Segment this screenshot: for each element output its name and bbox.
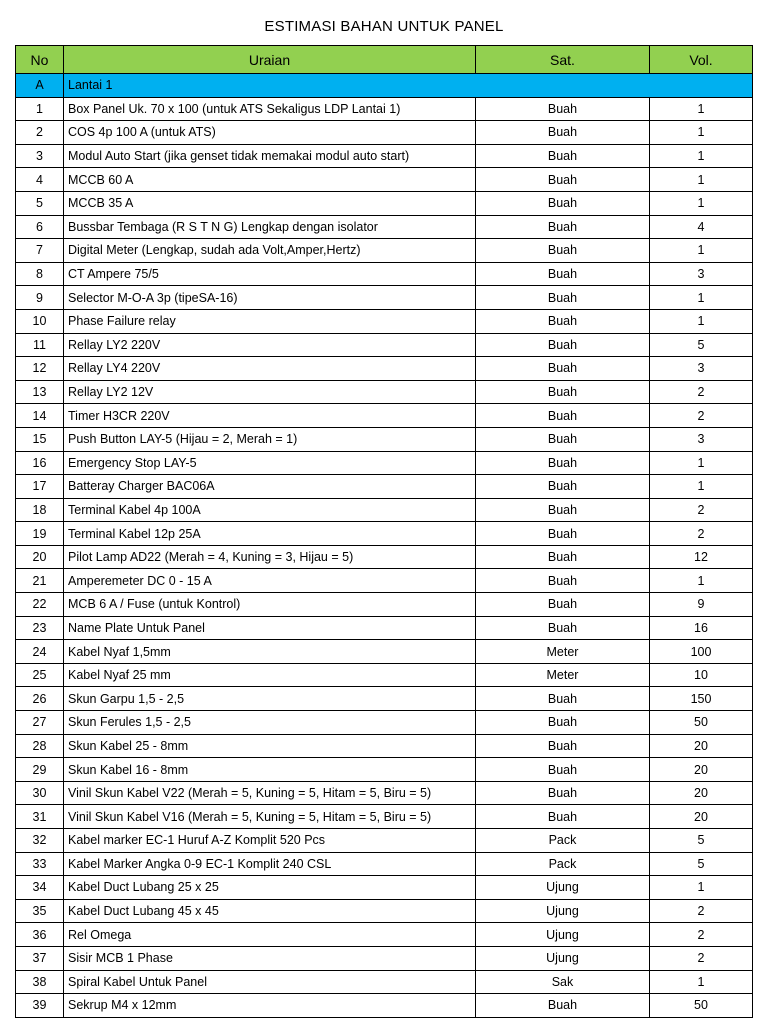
cell-uraian: CT Ampere 75/5 (64, 262, 476, 286)
cell-sat: Pack (476, 852, 650, 876)
cell-sat: Buah (476, 781, 650, 805)
cell-vol: 1 (650, 475, 753, 499)
cell-no: 38 (16, 970, 64, 994)
table-header-row (16, 46, 753, 74)
material-table (15, 45, 753, 1018)
table-row (16, 687, 753, 711)
table-row (16, 829, 753, 853)
cell-no: 22 (16, 593, 64, 617)
cell-uraian: Batteray Charger BAC06A (64, 475, 476, 499)
cell-uraian: Sisir MCB 1 Phase (64, 946, 476, 970)
table-row (16, 239, 753, 263)
cell-no: 23 (16, 616, 64, 640)
table-row (16, 427, 753, 451)
table-row (16, 616, 753, 640)
cell-uraian: Phase Failure relay (64, 309, 476, 333)
table-row (16, 852, 753, 876)
cell-vol: 2 (650, 404, 753, 428)
cell-vol: 2 (650, 946, 753, 970)
cell-uraian: Vinil Skun Kabel V22 (Merah = 5, Kuning = 5, Hitam = 5, Biru = 5) (64, 781, 476, 805)
cell-vol: 5 (650, 333, 753, 357)
cell-vol: 12 (650, 545, 753, 569)
cell-uraian: Skun Ferules 1,5 - 2,5 (64, 711, 476, 735)
cell-sat: Buah (476, 569, 650, 593)
cell-vol: 100 (650, 640, 753, 664)
cell-no: 20 (16, 545, 64, 569)
cell-no: 3 (16, 144, 64, 168)
cell-uraian: Bussbar Tembaga (R S T N G) Lengkap dengan isolator (64, 215, 476, 239)
cell-vol: 1 (650, 970, 753, 994)
table-row (16, 970, 753, 994)
cell-uraian: Sekrup M4 x 12mm (64, 994, 476, 1018)
cell-sat: Buah (476, 427, 650, 451)
cell-vol: 10 (650, 663, 753, 687)
cell-no: 10 (16, 309, 64, 333)
table-row (16, 522, 753, 546)
cell-vol: 20 (650, 734, 753, 758)
cell-uraian: Push Button LAY-5 (Hijau = 2, Merah = 1) (64, 427, 476, 451)
cell-uraian: Kabel Nyaf 1,5mm (64, 640, 476, 664)
cell-uraian: Rellay LY2 12V (64, 380, 476, 404)
cell-no: 5 (16, 191, 64, 215)
cell-sat: Buah (476, 144, 650, 168)
cell-vol: 9 (650, 593, 753, 617)
cell-uraian: Rellay LY4 220V (64, 357, 476, 381)
cell-no: 19 (16, 522, 64, 546)
cell-vol: 1 (650, 168, 753, 192)
cell-sat: Sak (476, 970, 650, 994)
table-row (16, 498, 753, 522)
cell-sat: Meter (476, 663, 650, 687)
cell-no: 12 (16, 357, 64, 381)
table-row (16, 781, 753, 805)
cell-sat: Buah (476, 286, 650, 310)
cell-no: 11 (16, 333, 64, 357)
cell-no: 27 (16, 711, 64, 735)
cell-no: 1 (16, 97, 64, 121)
cell-no: 33 (16, 852, 64, 876)
cell-sat: Buah (476, 616, 650, 640)
cell-vol: 50 (650, 994, 753, 1018)
cell-uraian: Skun Kabel 16 - 8mm (64, 758, 476, 782)
table-row (16, 640, 753, 664)
cell-sat: Buah (476, 498, 650, 522)
cell-vol: 1 (650, 451, 753, 475)
cell-sat: Buah (476, 758, 650, 782)
cell-sat: Buah (476, 687, 650, 711)
column-header-no: No (16, 46, 64, 74)
column-header-uraian: Uraian (64, 46, 476, 74)
cell-no: 32 (16, 829, 64, 853)
cell-no: 31 (16, 805, 64, 829)
cell-no: 36 (16, 923, 64, 947)
cell-no: 4 (16, 168, 64, 192)
table-row (16, 404, 753, 428)
cell-uraian: Kabel Duct Lubang 45 x 45 (64, 899, 476, 923)
cell-sat: Ujung (476, 923, 650, 947)
cell-no: 34 (16, 876, 64, 900)
section-label: Lantai 1 (64, 74, 753, 98)
cell-vol: 5 (650, 852, 753, 876)
table-row (16, 309, 753, 333)
cell-no: 25 (16, 663, 64, 687)
table-row (16, 215, 753, 239)
cell-uraian: Rellay LY2 220V (64, 333, 476, 357)
cell-no: 28 (16, 734, 64, 758)
cell-no: 16 (16, 451, 64, 475)
cell-sat: Buah (476, 262, 650, 286)
cell-uraian: Pilot Lamp AD22 (Merah = 4, Kuning = 3, Hijau = 5) (64, 545, 476, 569)
table-row (16, 899, 753, 923)
cell-no: 30 (16, 781, 64, 805)
cell-uraian: Terminal Kabel 12p 25A (64, 522, 476, 546)
cell-uraian: Amperemeter DC 0 - 15 A (64, 569, 476, 593)
table-row (16, 545, 753, 569)
cell-no: 13 (16, 380, 64, 404)
cell-vol: 50 (650, 711, 753, 735)
table-row (16, 593, 753, 617)
column-header-vol: Vol. (650, 46, 753, 74)
cell-vol: 1 (650, 569, 753, 593)
cell-sat: Ujung (476, 946, 650, 970)
cell-vol: 1 (650, 239, 753, 263)
table-row (16, 923, 753, 947)
table-row (16, 144, 753, 168)
table-row (16, 663, 753, 687)
cell-vol: 2 (650, 899, 753, 923)
cell-vol: 1 (650, 121, 753, 145)
cell-no: 26 (16, 687, 64, 711)
cell-no: 24 (16, 640, 64, 664)
cell-vol: 1 (650, 876, 753, 900)
cell-no: 9 (16, 286, 64, 310)
cell-vol: 20 (650, 805, 753, 829)
cell-sat: Buah (476, 333, 650, 357)
section-row (16, 74, 753, 98)
table-row (16, 475, 753, 499)
cell-vol: 2 (650, 498, 753, 522)
cell-no: 35 (16, 899, 64, 923)
cell-vol: 20 (650, 758, 753, 782)
cell-uraian: Kabel Marker Angka 0-9 EC-1 Komplit 240 CSL (64, 852, 476, 876)
cell-no: 8 (16, 262, 64, 286)
cell-sat: Buah (476, 380, 650, 404)
cell-sat: Buah (476, 451, 650, 475)
cell-vol: 2 (650, 380, 753, 404)
cell-no: 29 (16, 758, 64, 782)
cell-sat: Buah (476, 239, 650, 263)
column-header-sat: Sat. (476, 46, 650, 74)
table-row (16, 734, 753, 758)
table-row (16, 946, 753, 970)
table-row (16, 994, 753, 1018)
cell-sat: Buah (476, 805, 650, 829)
cell-vol: 1 (650, 191, 753, 215)
cell-vol: 1 (650, 309, 753, 333)
table-row (16, 569, 753, 593)
cell-uraian: Spiral Kabel Untuk Panel (64, 970, 476, 994)
cell-no: 14 (16, 404, 64, 428)
cell-sat: Pack (476, 829, 650, 853)
cell-uraian: MCCB 60 A (64, 168, 476, 192)
table-row (16, 451, 753, 475)
table-row (16, 380, 753, 404)
cell-vol: 1 (650, 144, 753, 168)
cell-sat: Buah (476, 711, 650, 735)
cell-sat: Buah (476, 994, 650, 1018)
table-row (16, 262, 753, 286)
cell-sat: Buah (476, 168, 650, 192)
cell-sat: Ujung (476, 899, 650, 923)
cell-vol: 1 (650, 286, 753, 310)
cell-uraian: Vinil Skun Kabel V16 (Merah = 5, Kuning = 5, Hitam = 5, Biru = 5) (64, 805, 476, 829)
cell-sat: Buah (476, 404, 650, 428)
cell-vol: 4 (650, 215, 753, 239)
cell-no: 18 (16, 498, 64, 522)
cell-uraian: Kabel Duct Lubang 25 x 25 (64, 876, 476, 900)
cell-no: 2 (16, 121, 64, 145)
cell-uraian: Timer H3CR 220V (64, 404, 476, 428)
table-row (16, 286, 753, 310)
cell-vol: 3 (650, 357, 753, 381)
cell-no: 6 (16, 215, 64, 239)
cell-sat: Buah (476, 357, 650, 381)
table-row (16, 805, 753, 829)
cell-vol: 2 (650, 923, 753, 947)
cell-sat: Buah (476, 593, 650, 617)
cell-uraian: Digital Meter (Lengkap, sudah ada Volt,Amper,Hertz) (64, 239, 476, 263)
cell-no: 21 (16, 569, 64, 593)
cell-uraian: Terminal Kabel 4p 100A (64, 498, 476, 522)
cell-vol: 3 (650, 262, 753, 286)
table-row (16, 876, 753, 900)
cell-sat: Buah (476, 475, 650, 499)
cell-uraian: Rel Omega (64, 923, 476, 947)
cell-uraian: Box Panel Uk. 70 x 100 (untuk ATS Sekaligus LDP Lantai 1) (64, 97, 476, 121)
table-row (16, 333, 753, 357)
cell-sat: Buah (476, 309, 650, 333)
cell-sat: Buah (476, 215, 650, 239)
cell-sat: Buah (476, 734, 650, 758)
table-row (16, 168, 753, 192)
cell-vol: 20 (650, 781, 753, 805)
cell-vol: 16 (650, 616, 753, 640)
cell-sat: Buah (476, 545, 650, 569)
cell-no: 7 (16, 239, 64, 263)
cell-uraian: Skun Kabel 25 - 8mm (64, 734, 476, 758)
cell-sat: Buah (476, 522, 650, 546)
cell-uraian: MCCB 35 A (64, 191, 476, 215)
cell-sat: Buah (476, 97, 650, 121)
cell-vol: 2 (650, 522, 753, 546)
cell-uraian: Name Plate Untuk Panel (64, 616, 476, 640)
cell-sat: Buah (476, 191, 650, 215)
cell-vol: 5 (650, 829, 753, 853)
cell-vol: 3 (650, 427, 753, 451)
cell-vol: 1 (650, 97, 753, 121)
cell-no: 17 (16, 475, 64, 499)
cell-sat: Ujung (476, 876, 650, 900)
table-row (16, 711, 753, 735)
cell-no: 39 (16, 994, 64, 1018)
cell-uraian: Kabel marker EC-1 Huruf A-Z Komplit 520 Pcs (64, 829, 476, 853)
cell-sat: Meter (476, 640, 650, 664)
table-row (16, 121, 753, 145)
cell-sat: Buah (476, 121, 650, 145)
cell-uraian: Kabel Nyaf 25 mm (64, 663, 476, 687)
table-row (16, 357, 753, 381)
cell-uraian: Modul Auto Start (jika genset tidak memakai modul auto start) (64, 144, 476, 168)
cell-no: 15 (16, 427, 64, 451)
cell-uraian: COS 4p 100 A (untuk ATS) (64, 121, 476, 145)
table-row (16, 191, 753, 215)
cell-uraian: Selector M-O-A 3p (tipeSA-16) (64, 286, 476, 310)
cell-no: 37 (16, 946, 64, 970)
cell-uraian: MCB 6 A / Fuse (untuk Kontrol) (64, 593, 476, 617)
cell-vol: 150 (650, 687, 753, 711)
section-no: A (16, 74, 64, 98)
table-row (16, 758, 753, 782)
table-row (16, 97, 753, 121)
document-title: ESTIMASI BAHAN UNTUK PANEL (264, 18, 504, 35)
cell-uraian: Skun Garpu 1,5 - 2,5 (64, 687, 476, 711)
cell-uraian: Emergency Stop LAY-5 (64, 451, 476, 475)
